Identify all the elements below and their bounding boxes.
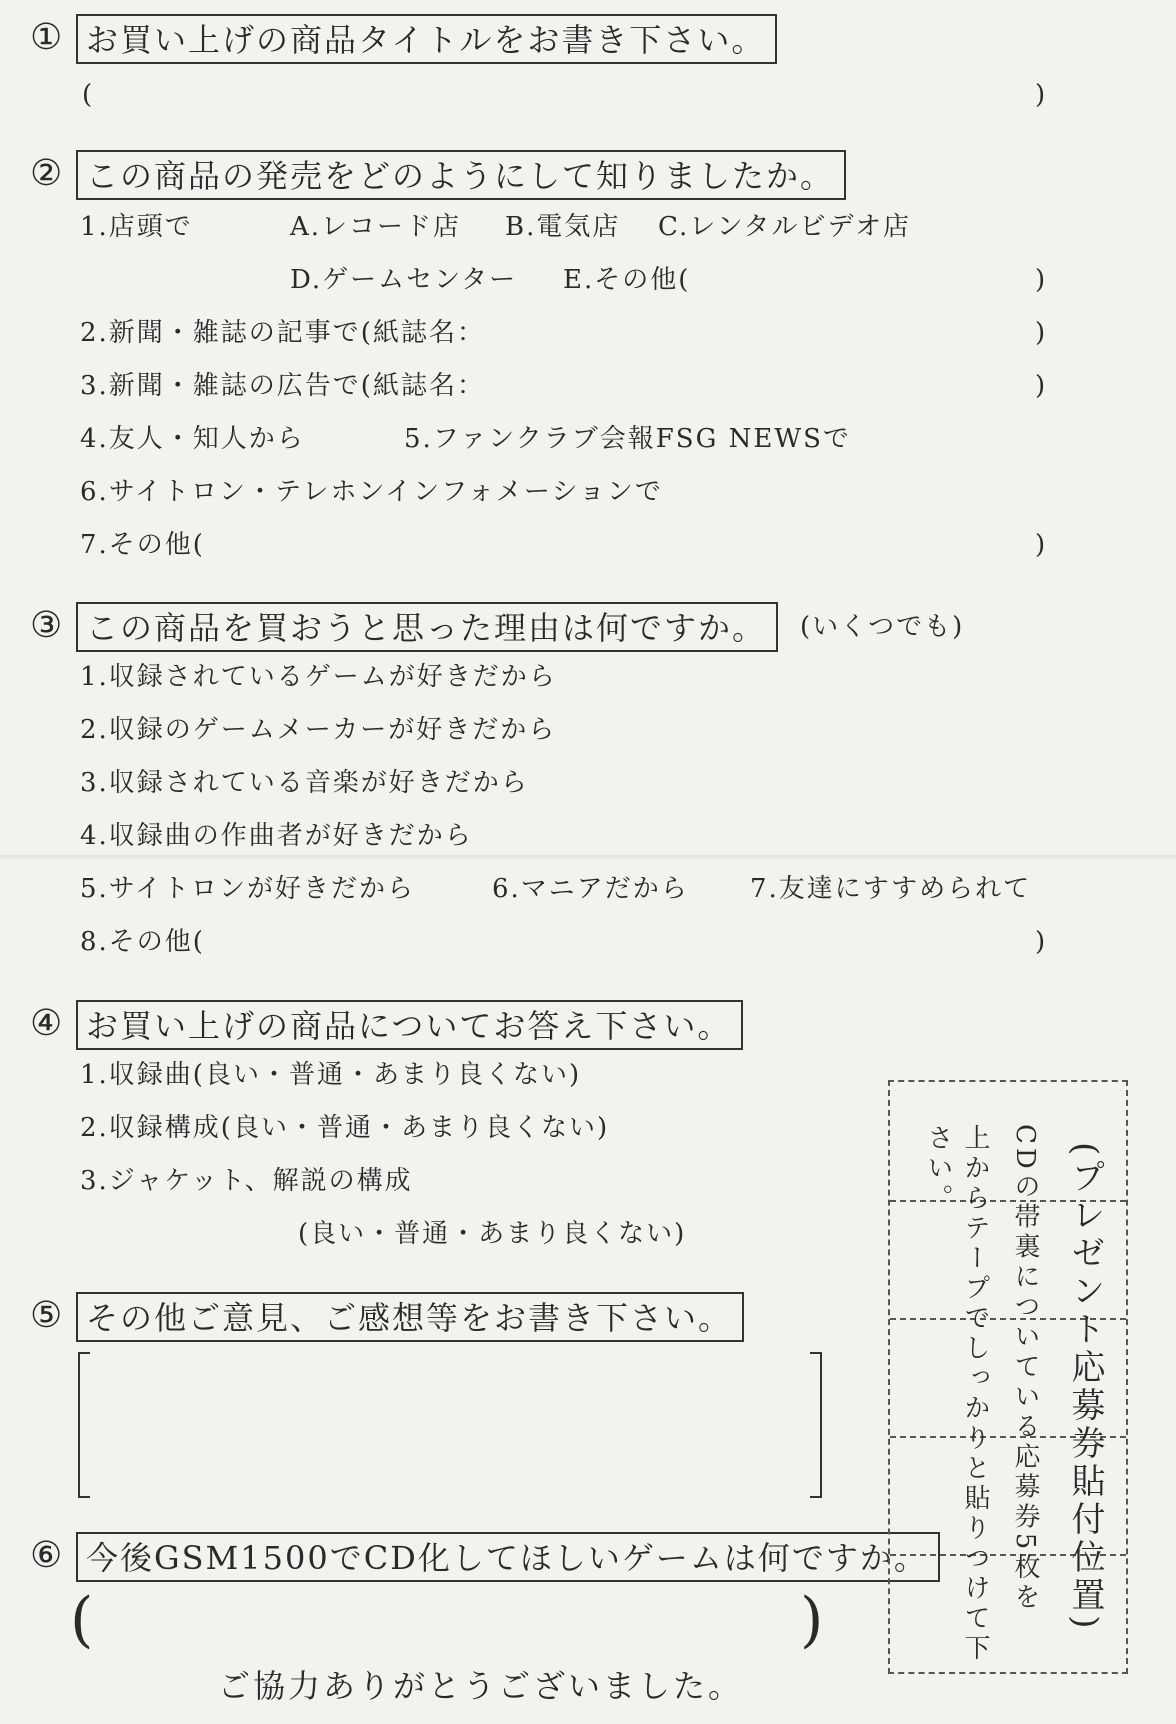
stamp-instruction-2: 上からテープでしっかりと貼りつけて下さい。 bbox=[923, 1124, 990, 1664]
q6-close-paren: ) bbox=[800, 1585, 824, 1655]
thanks-message: ご協力ありがとうございました。 bbox=[218, 1667, 744, 1705]
q2-option-1[interactable]: 1.店頭で bbox=[80, 212, 193, 242]
q2-option-4[interactable]: 4.友人・知人から bbox=[80, 424, 305, 454]
q3-option-1[interactable]: 1.収録されているゲームが好きだから bbox=[80, 662, 557, 692]
q3-option-8-close: ) bbox=[1035, 927, 1046, 957]
q4-number: ④ bbox=[30, 1003, 63, 1044]
q1-open-paren: ( bbox=[82, 80, 93, 110]
q2-option-5[interactable]: 5.ファンクラブ会報FSG NEWSで bbox=[404, 424, 851, 454]
q2-option-1e-close: ) bbox=[1035, 265, 1046, 295]
q2-title: この商品の発売をどのようにして知りましたか。 bbox=[76, 150, 846, 200]
q5-answer-bracket-right bbox=[810, 1352, 822, 1498]
q1-title: お買い上げの商品タイトルをお書き下さい。 bbox=[76, 14, 777, 64]
q2-option-6[interactable]: 6.サイトロン・テレホンインフォメーションで bbox=[80, 477, 663, 507]
q2-number: ② bbox=[30, 153, 63, 194]
q3-option-6[interactable]: 6.マニアだから bbox=[492, 874, 689, 904]
q6-title: 今後GSM1500でCD化してほしいゲームは何ですか。 bbox=[76, 1532, 940, 1582]
q3-option-4[interactable]: 4.収録曲の作曲者が好きだから bbox=[80, 821, 473, 851]
q2-option-2-close: ) bbox=[1035, 318, 1046, 348]
q4-option-3-rating[interactable]: (良い・普通・あまり良くない) bbox=[298, 1219, 687, 1249]
stamp-title: (プレゼント応募券貼付位置) bbox=[1065, 1142, 1105, 1633]
q3-option-7[interactable]: 7.友達にすすめられて bbox=[750, 874, 1032, 904]
q2-option-1a[interactable]: A.レコード店 bbox=[290, 212, 462, 242]
q2-option-1d[interactable]: D.ゲームセンター bbox=[290, 265, 518, 295]
q3-option-2[interactable]: 2.収録のゲームメーカーが好きだから bbox=[80, 715, 557, 745]
q3-option-3[interactable]: 3.収録されている音楽が好きだから bbox=[80, 768, 529, 798]
q2-option-1e[interactable]: E.その他( bbox=[563, 265, 691, 295]
q5-answer-bracket-left bbox=[78, 1352, 90, 1498]
q6-open-paren: ( bbox=[70, 1585, 94, 1655]
q3-option-8[interactable]: 8.その他( bbox=[80, 927, 205, 957]
q6-number: ⑥ bbox=[30, 1535, 63, 1576]
q4-option-3[interactable]: 3.ジャケット、解説の構成 bbox=[80, 1166, 413, 1196]
q4-option-2[interactable]: 2.収録構成(良い・普通・あまり良くない) bbox=[80, 1113, 610, 1143]
q2-option-1b[interactable]: B.電気店 bbox=[505, 212, 621, 242]
q2-option-7-close: ) bbox=[1035, 530, 1046, 560]
stamp-instruction-1: CDの帯裏についている応募券5枚を bbox=[1010, 1124, 1040, 1614]
q4-title: お買い上げの商品についてお答え下さい。 bbox=[76, 1000, 743, 1050]
q2-option-1c[interactable]: C.レンタルビデオ店 bbox=[658, 212, 912, 242]
q4-option-1[interactable]: 1.収録曲(良い・普通・あまり良くない) bbox=[80, 1060, 582, 1090]
q1-number: ① bbox=[30, 17, 63, 58]
q3-option-5[interactable]: 5.サイトロンが好きだから bbox=[80, 874, 415, 904]
q2-option-3-close: ) bbox=[1035, 371, 1046, 401]
q5-title: その他ご意見、ご感想等をお書き下さい。 bbox=[76, 1292, 744, 1342]
paper-fold bbox=[0, 855, 1176, 861]
q5-number: ⑤ bbox=[30, 1295, 63, 1336]
q2-option-3[interactable]: 3.新聞・雑誌の広告で(紙誌名： bbox=[80, 371, 485, 401]
q3-note: (いくつでも) bbox=[800, 612, 965, 642]
q1-close-paren: ) bbox=[1035, 80, 1046, 110]
q2-option-7[interactable]: 7.その他( bbox=[80, 530, 205, 560]
stamp-attach-area bbox=[888, 1080, 1128, 1674]
q3-number: ③ bbox=[30, 605, 63, 646]
q3-title: この商品を買おうと思った理由は何ですか。 bbox=[76, 602, 778, 652]
q2-option-2[interactable]: 2.新聞・雑誌の記事で(紙誌名： bbox=[80, 318, 485, 348]
